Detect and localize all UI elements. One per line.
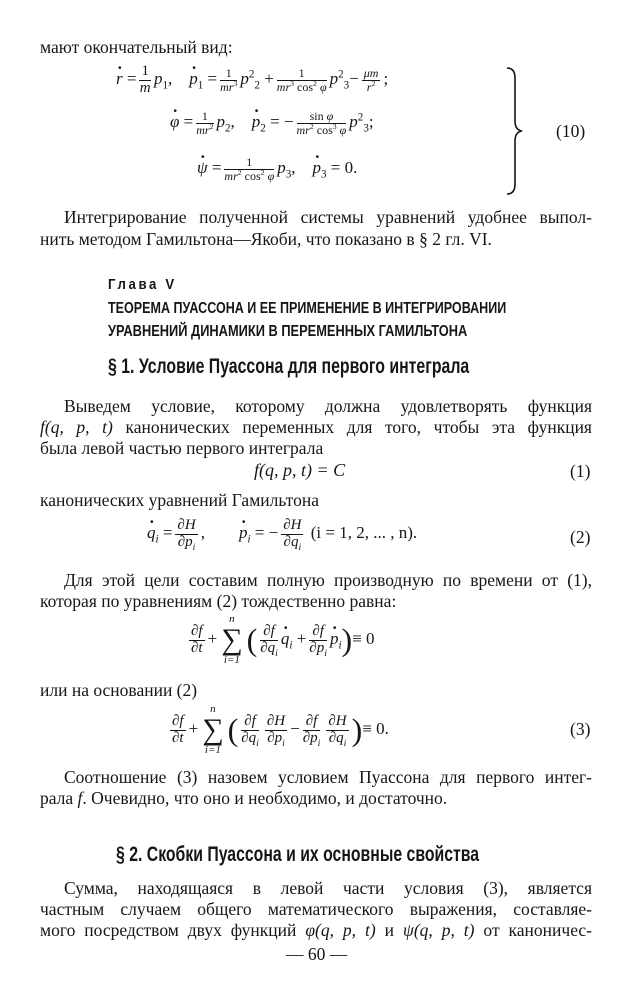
text-line: которая по уравнениям (2) тождественно равна: xyxy=(40,591,397,611)
inline-formula: φ(q, p, t) xyxy=(305,920,376,940)
inline-text: рала xyxy=(40,788,78,808)
equation-number-3: (3) xyxy=(570,719,591,739)
inline-formula: ψ(q, p, t) xyxy=(402,920,475,940)
text-line: или на основании (2) xyxy=(40,680,198,700)
text-line xyxy=(40,919,592,941)
inline-formula: f(q, p, t) xyxy=(40,417,113,437)
equation-3: $\frac{\partial f}{\partial t}$ + n ∑ i=1 ( $\frac{\partial f}{\partial q_i}$ $\frac{\partial H}{\partial p_i}$ − $\frac{\partial f}{\partial p_i}$ $\frac{\partial H}{\partial q_i}$ )≡ 0. xyxy=(172,703,389,756)
chapter-title-line2: УРАВНЕНИЙ ДИНАМИКИ В ПЕРЕМЕННЫХ ГАМИЛЬТОНА xyxy=(108,323,468,340)
inline-text: от каноничес- xyxy=(474,920,592,940)
equation-2: · $q_i$ = $\frac{\partial H}{\partial p_i}$ , · $p_i$ = − $\frac{\partial H}{\partial q_i}$ (i = 1, 2, ... , n). xyxy=(147,518,417,551)
index-range: (i = 1, 2, ... , n). xyxy=(310,523,418,543)
inline-text: и xyxy=(375,920,403,940)
text-line: Интегрирование полученной системы уравнений удобнее выпол- xyxy=(64,207,592,227)
chapter-label: Глава V xyxy=(108,276,177,293)
chapter-title-line1: ТЕОРЕМА ПУАССОНА И ЕЕ ПРИМЕНЕНИЕ В ИНТЕГРИРОВАНИИ xyxy=(108,300,507,317)
system-brace xyxy=(503,66,525,196)
equation-number-10: (10) xyxy=(556,121,586,141)
page-number: — 60 — xyxy=(286,944,348,964)
section-1-heading: § 1. Условие Пуассона для первого интеграла xyxy=(108,355,470,378)
equation-total-derivative: $\frac{\partial f}{\partial t}$ + n ∑ i=1 ( $\frac{\partial f}{\partial q_i}$ · $q_i$ + $\frac{\partial f}{\partial p_i}$ · $p_i)\equiv 0$ xyxy=(186,614,375,666)
text-line: Сумма, находящаяся в левой части условия (3), является xyxy=(64,878,592,898)
equation-system-10-line3: · ψ = $\frac{1}{mr^2 \cos^2 \varphi}$ $p_3$, · $p_3 = 0$. xyxy=(197,156,357,182)
text-line: Соотношение (3) назовем условием Пуассона для первого интег- xyxy=(64,767,592,787)
text-line: частным случаем общего математического выражения, составляе- xyxy=(40,899,592,919)
text-line: мают окончательный вид: xyxy=(40,37,233,57)
text-line: нить методом Гамильтона—Якоби, что показано в § 2 гл. VI. xyxy=(40,229,492,249)
text-line xyxy=(40,416,592,438)
text-line: Для этой цели составим полную производную по времени от (1), xyxy=(64,570,592,590)
text-line: канонических уравнений Гамильтона xyxy=(40,490,319,510)
inline-text: канонических переменных для того, чтобы эта функция xyxy=(112,417,592,437)
section-2-heading: § 2. Скобки Пуассона и их основные свойства xyxy=(116,843,480,866)
equation-1: f(q, p, t) = C xyxy=(254,460,346,480)
inline-formula: f xyxy=(77,788,83,808)
equation-system-10-line1: · r = $\frac{1}{m}$ $p_1$, · $p_1$ = $\frac{1}{mr^3}$ $p^2_2$ + $\frac{1}{mr^3 \cos^2 \varphi}$ $p^2_3-$ $\frac{\mu m}{r^2}$ ; xyxy=(116,64,388,97)
text-line xyxy=(40,787,447,809)
text-line: была левой частью первого интеграла xyxy=(40,438,324,458)
inline-text: . Очевидно, что оно и необходимо, и достаточно. xyxy=(82,788,448,808)
equation-number-2: (2) xyxy=(570,527,591,547)
equation-system-10-line2: · φ = $\frac{1}{mr^2}$ $p_2$, · $p_2$ = − $\frac{\text{sin φ}}{mr^2 \cos^3 \varphi}$ $p^2_3$; xyxy=(170,110,374,136)
equation-number-1: (1) xyxy=(570,461,591,481)
text-line: Выведем условие, которому должна удовлетворять функция xyxy=(64,396,592,416)
inline-text: мого посредством двух функций xyxy=(40,920,306,940)
